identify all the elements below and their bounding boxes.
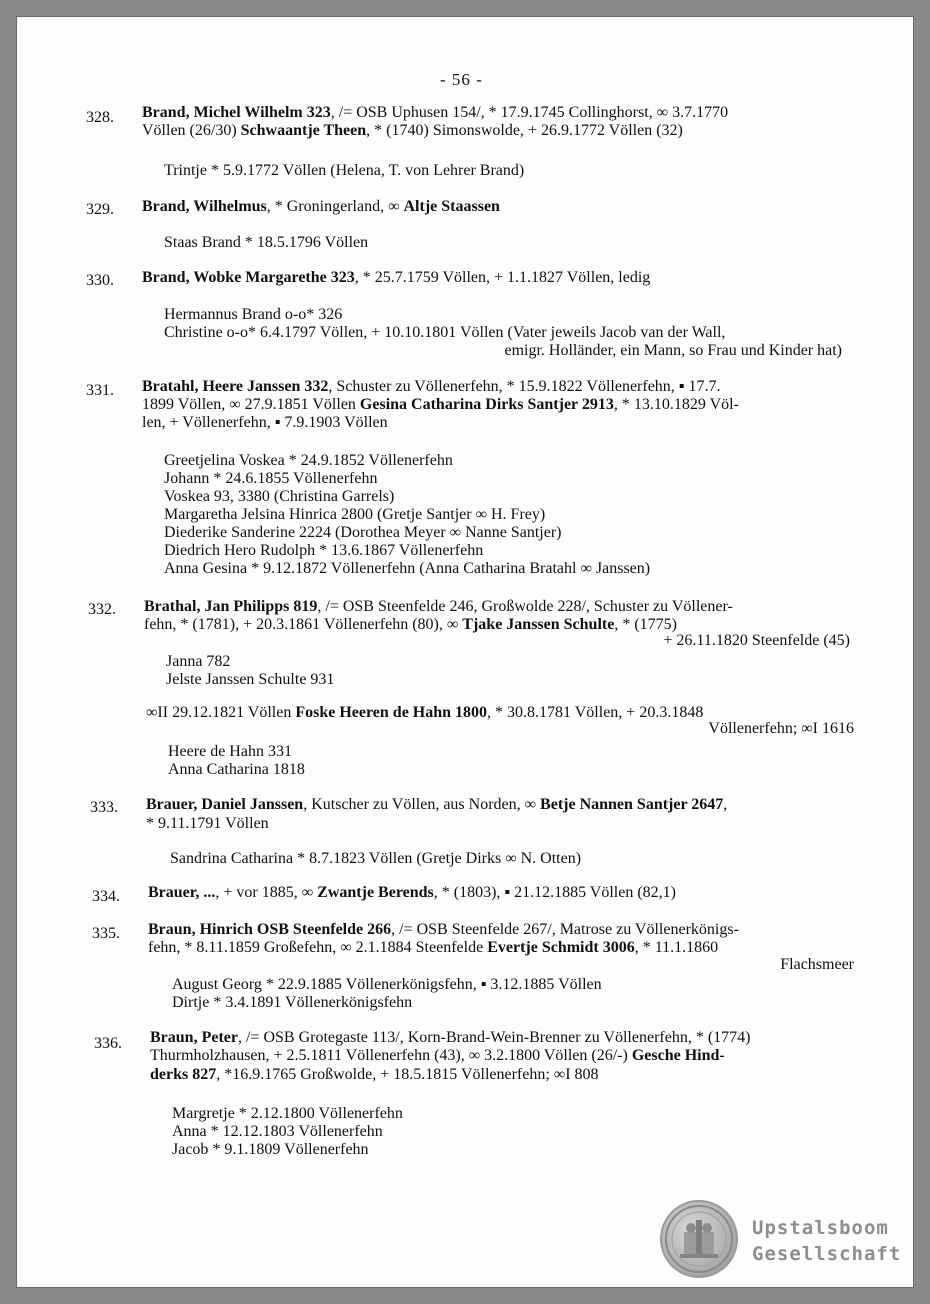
entry-number: 328. <box>86 109 114 126</box>
entry-line: Völlen (26/30) Schwaantje Theen, * (1740) Simonswolde, + 26.9.1772 Völlen (32) <box>142 122 683 139</box>
entry-number: 330. <box>86 272 114 289</box>
child-line: Margaretha Jelsina Hinrica 2800 (Gretje Santjer ∞ H. Frey) <box>164 506 546 523</box>
society-seal-icon <box>660 1200 738 1278</box>
entry-line: Brand, Wilhelmus, * Groningerland, ∞ Altje Staassen <box>142 198 500 215</box>
entry-line: Brauer, ..., + vor 1885, ∞ Zwantje Berends, * (1803), ▪ 21.12.1885 Völlen (82,1) <box>148 884 677 901</box>
child-line: August Georg * 22.9.1885 Völlenerkönigsfehn, ▪ 3.12.1885 Völlen <box>172 976 602 993</box>
child-line: Christine o-o* 6.4.1797 Völlen, + 10.10.1801 Völlen (Vater jeweils Jacob van der Wall, <box>164 324 726 341</box>
entry-line: Brand, Wobke Margarethe 323, * 25.7.1759 Völlen, + 1.1.1827 Völlen, ledig <box>142 269 651 286</box>
second-marriage-line: Völlenerfehn; ∞I 1616 <box>708 720 854 737</box>
brand-line-1: Upstalsboom <box>752 1217 889 1239</box>
child-line: Janna 782 <box>166 653 231 670</box>
child-line: Margretje * 2.12.1800 Völlenerfehn <box>172 1105 403 1122</box>
entry-line: Thurmholzhausen, + 2.5.1811 Völlenerfehn (43), ∞ 3.2.1800 Völlen (26/-) Gesche Hind- <box>150 1047 725 1064</box>
entry-line: + 26.11.1820 Steenfelde (45) <box>663 632 850 649</box>
society-brand <box>752 1215 901 1267</box>
child-line: Anna * 12.12.1803 Völlenerfehn <box>172 1123 383 1140</box>
child-line: Johann * 24.6.1855 Völlenerfehn <box>164 470 378 487</box>
entry-number: 336. <box>94 1035 122 1052</box>
child-line: Greetjelina Voskea * 24.9.1852 Völlenerfehn <box>164 452 453 469</box>
child-line: Anna Catharina 1818 <box>168 761 305 778</box>
entry-number: 333. <box>90 799 118 816</box>
child-line: Diederike Sanderine 2224 (Dorothea Meyer ∞ Nanne Santjer) <box>164 524 562 541</box>
child-line: Trintje * 5.9.1772 Völlen (Helena, T. von Lehrer Brand) <box>164 162 525 179</box>
entry-line: Braun, Peter, /= OSB Grotegaste 113/, Korn-Brand-Wein-Brenner zu Völlenerfehn, * (1774) <box>150 1029 751 1046</box>
child-line: Hermannus Brand o-o* 326 <box>164 306 343 323</box>
entry-line: Bratahl, Heere Janssen 332, Schuster zu Völlenerfehn, * 15.9.1822 Völlenerfehn, ▪ 17.7. <box>142 378 721 395</box>
child-line: emigr. Holländer, ein Mann, so Frau und Kinder hat) <box>504 342 842 359</box>
entry-line: Flachsmeer <box>780 956 854 973</box>
entry-line: len, + Völlenerfehn, ▪ 7.9.1903 Völlen <box>142 414 388 431</box>
brand-line-2: Gesellschaft <box>752 1243 902 1265</box>
child-line: Sandrina Catharina * 8.7.1823 Völlen (Gretje Dirks ∞ N. Otten) <box>170 850 582 867</box>
entry-line: Brand, Michel Wilhelm 323, /= OSB Uphusen 154/, * 17.9.1745 Collinghorst, ∞ 3.7.1770 <box>142 104 729 121</box>
child-line: Jacob * 9.1.1809 Völlenerfehn <box>172 1141 369 1158</box>
entry-number: 332. <box>88 601 116 618</box>
page-number: - 56 - <box>440 70 483 89</box>
child-line: Anna Gesina * 9.12.1872 Völlenerfehn (Anna Catharina Bratahl ∞ Janssen) <box>164 560 651 577</box>
child-line: Jelste Janssen Schulte 931 <box>166 671 335 688</box>
child-line: Dirtje * 3.4.1891 Völlenerkönigsfehn <box>172 994 413 1011</box>
entry-number: 329. <box>86 201 114 218</box>
entry-number: 331. <box>86 382 114 399</box>
entry-line: Brauer, Daniel Janssen, Kutscher zu Völlen, aus Norden, ∞ Betje Nannen Santjer 2647, <box>146 796 728 813</box>
child-line: Heere de Hahn 331 <box>168 743 292 760</box>
entry-number: 334. <box>92 888 120 905</box>
entry-line: fehn, * (1781), + 20.3.1861 Völlenerfehn (80), ∞ Tjake Janssen Schulte, * (1775) <box>144 616 677 633</box>
child-line: Staas Brand * 18.5.1796 Völlen <box>164 234 369 251</box>
child-line: Voskea 93, 3380 (Christina Garrels) <box>164 488 395 505</box>
entry-number: 335. <box>92 925 120 942</box>
second-marriage-line: ∞II 29.12.1821 Völlen Foske Heeren de Hahn 1800, * 30.8.1781 Völlen, + 20.3.1848 <box>146 704 704 721</box>
entry-line: derks 827, *16.9.1765 Großwolde, + 18.5.1815 Völlenerfehn; ∞I 808 <box>150 1066 599 1083</box>
entry-line: Brathal, Jan Philipps 819, /= OSB Steenfelde 246, Großwolde 228/, Schuster zu Völlener- <box>144 598 733 615</box>
entry-line: fehn, * 8.11.1859 Großefehn, ∞ 2.1.1884 Steenfelde Evertje Schmidt 3006, * 11.1.1860 <box>148 939 719 956</box>
entry-line: 1899 Völlen, ∞ 27.9.1851 Völlen Gesina Catharina Dirks Santjer 2913, * 13.10.1829 Völ- <box>142 396 739 413</box>
entry-line: * 9.11.1791 Völlen <box>146 815 269 832</box>
entry-line: Braun, Hinrich OSB Steenfelde 266, /= OSB Steenfelde 267/, Matrose zu Völlenerkönigs- <box>148 921 739 938</box>
child-line: Diedrich Hero Rudolph * 13.6.1867 Völlenerfehn <box>164 542 484 559</box>
